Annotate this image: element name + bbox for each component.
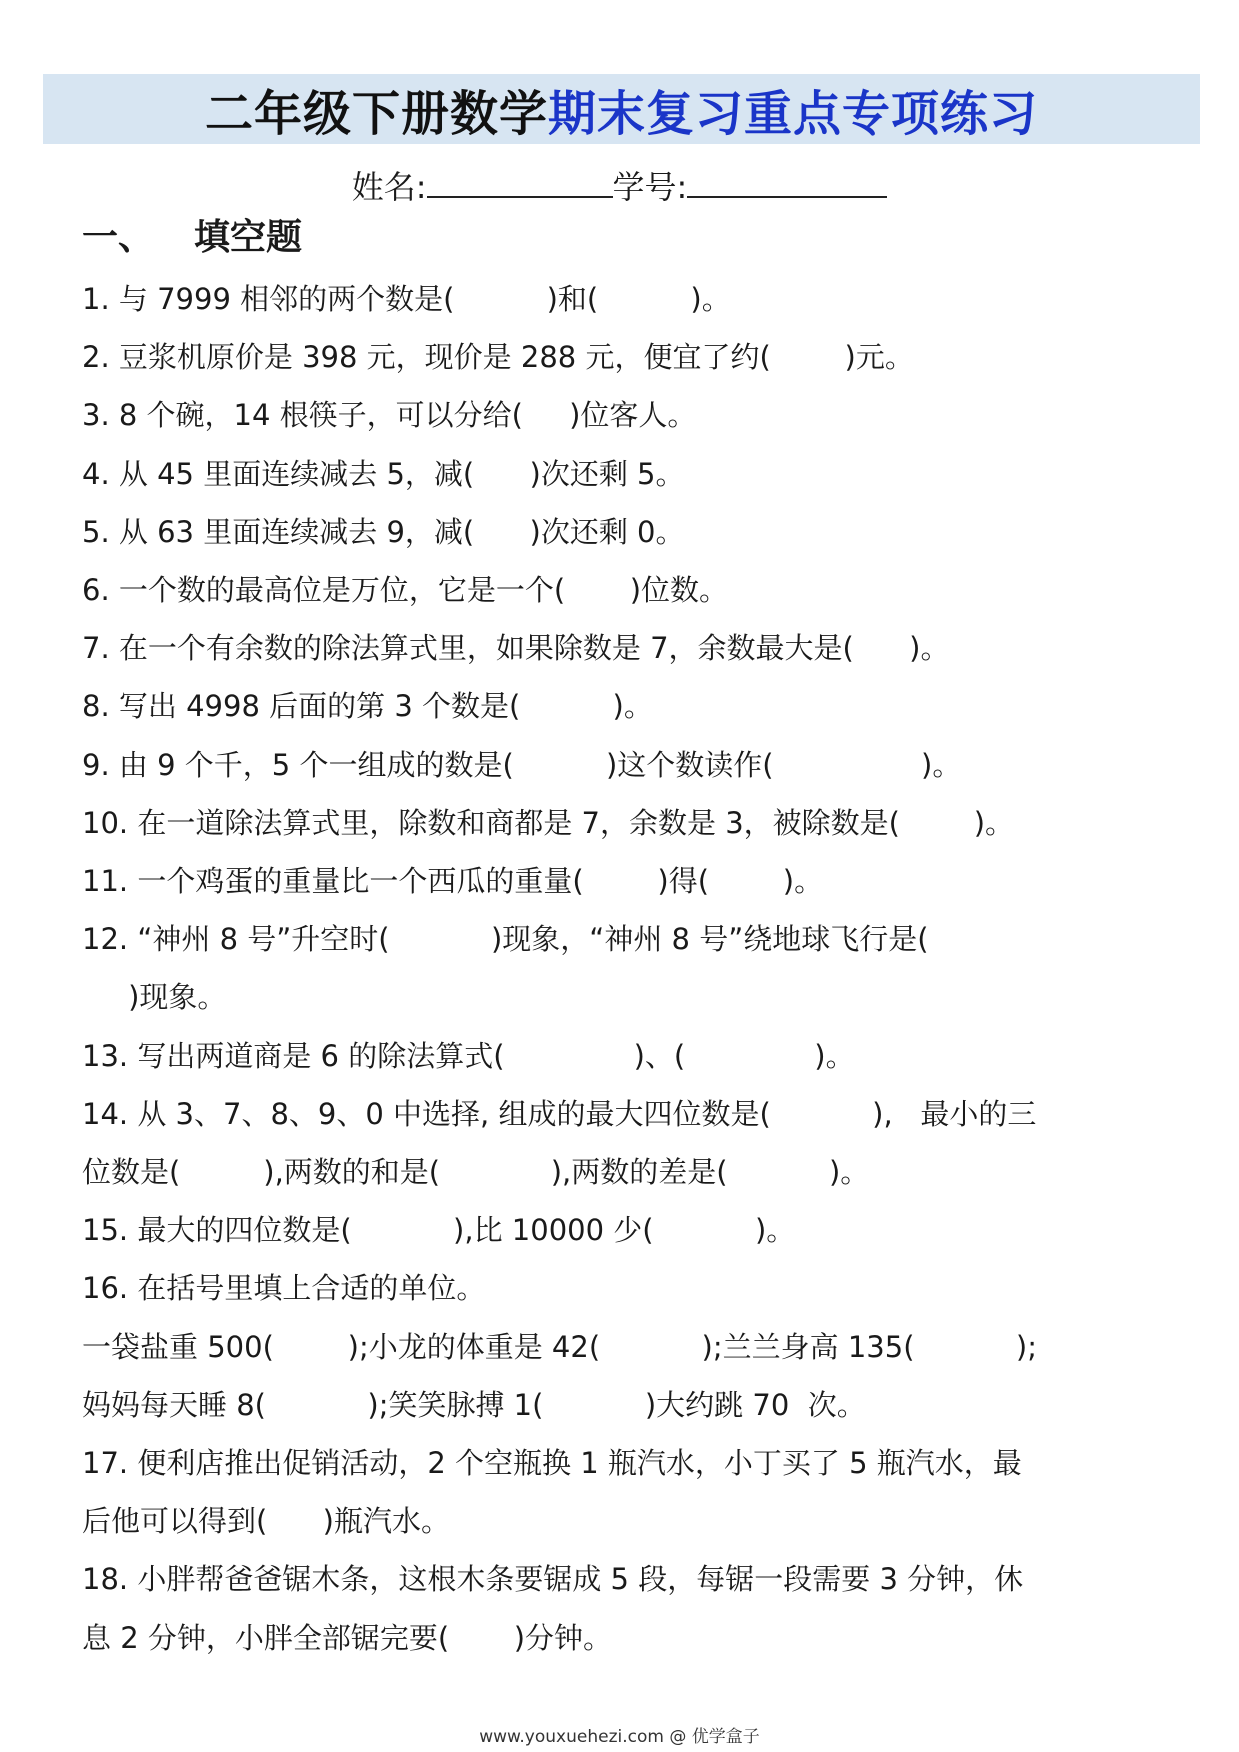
question-line: 6. 一个数的最高位是万位，它是一个( )位数。 bbox=[82, 573, 729, 608]
id-blank[interactable] bbox=[687, 160, 887, 198]
question-line: 16. 在括号里填上合适的单位。 bbox=[82, 1271, 486, 1306]
question-line: 12. “神州 8 号”升空时( )现象，“神州 8 号”绕地球飞行是( bbox=[82, 922, 929, 957]
question-line: 后他可以得到( )瓶汽水。 bbox=[82, 1504, 450, 1539]
question-line: 17. 便利店推出促销活动，2 个空瓶换 1 瓶汽水，小丁买了 5 瓶汽水，最 bbox=[82, 1446, 1022, 1481]
question-line: 息 2 分钟，小胖全部锯完要( )分钟。 bbox=[82, 1620, 613, 1655]
question-line: 10. 在一道除法算式里，除数和商都是 7，余数是 3，被除数是( )。 bbox=[82, 805, 1015, 840]
section-title: 填空题 bbox=[194, 217, 303, 258]
name-blank[interactable] bbox=[427, 160, 613, 198]
question-line: 7. 在一个有余数的除法算式里，如果除数是 7，余数最大是( )。 bbox=[82, 631, 950, 666]
question-line: 4. 从 45 里面连续减去 5，减( )次还剩 5。 bbox=[82, 456, 685, 491]
section-number: 一、 bbox=[82, 217, 155, 258]
section-heading bbox=[82, 213, 302, 263]
question-line: 一袋盐重 500( );小龙的体重是 42( );兰兰身高 135( ); bbox=[82, 1329, 1038, 1364]
question-line: 1. 与 7999 相邻的两个数是( )和( )。 bbox=[82, 282, 731, 316]
question-list bbox=[82, 270, 1162, 1667]
question-line: 18. 小胖帮爸爸锯木条，这根木条要锯成 5 段，每锯一段需要 3 分钟，休 bbox=[82, 1562, 1024, 1597]
question-line: 9. 由 9 个千，5 个一组成的数是( )这个数读作( )。 bbox=[82, 747, 962, 782]
footer-watermark: www.youxuehezi.com @ 优学盒子 bbox=[479, 1727, 760, 1747]
id-label: 学号: bbox=[612, 168, 688, 206]
question-line: )现象。 bbox=[82, 980, 227, 1015]
question-line: 2. 豆浆机原价是 398 元，现价是 288 元，便宜了约( )元。 bbox=[82, 340, 914, 375]
question-line: 3. 8 个碗，14 根筷子，可以分给( )位客人。 bbox=[82, 398, 697, 433]
name-label: 姓名: bbox=[351, 168, 427, 206]
question-line: 14. 从 3、7、8、9、0 中选择, 组成的最大四位数是( ), 最小的三 bbox=[82, 1096, 1037, 1131]
question-line: 妈妈每天睡 8( );笑笑脉搏 1( )大约跳 70 次。 bbox=[82, 1387, 866, 1422]
title-part-blue: 期末复习重点专项练习 bbox=[548, 85, 1039, 142]
question-line: 5. 从 63 里面连续减去 9，减( )次还剩 0。 bbox=[82, 514, 685, 549]
question-line: 位数是( ),两数的和是( ),两数的差是( )。 bbox=[82, 1155, 870, 1190]
question-line: 8. 写出 4998 后面的第 3 个数是( )。 bbox=[82, 689, 653, 724]
title-part-black: 二年级下册数学 bbox=[204, 85, 548, 142]
question-line: 15. 最大的四位数是( ),比 10000 少( )。 bbox=[82, 1213, 796, 1248]
question-line: 11. 一个鸡蛋的重量比一个西瓜的重量( )得( )。 bbox=[82, 864, 824, 899]
question-line: 13. 写出两道商是 6 的除法算式( )、( )。 bbox=[82, 1038, 855, 1073]
title-banner bbox=[43, 74, 1200, 144]
student-info-line bbox=[0, 160, 1239, 212]
